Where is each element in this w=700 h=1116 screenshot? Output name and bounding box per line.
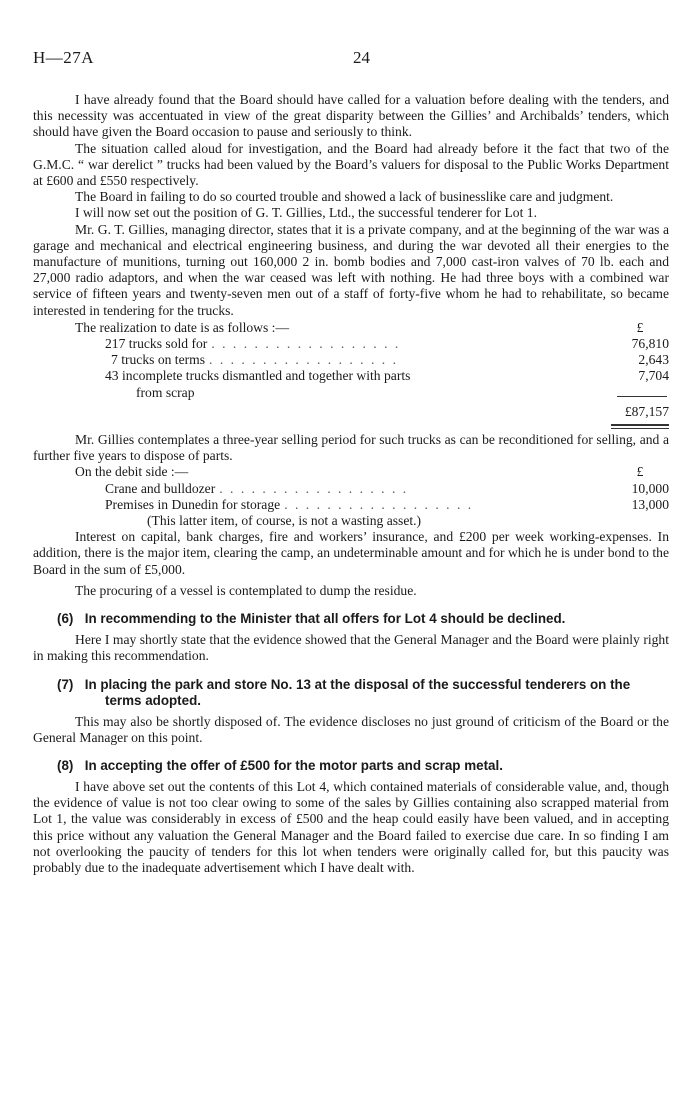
leader-dots: . . . . . . . . . . . . . . . . . . (209, 352, 398, 368)
realization-item-amount: 76,810 (631, 336, 669, 352)
realization-currency: £ (636, 319, 644, 335)
section-heading-7: (7) In placing the park and store No. 13 at the disposal of the successful tenderers on the terms adopted. (57, 676, 631, 708)
debit-table (33, 464, 669, 529)
paragraph: Mr. Gillies contemplates a three-year selling period for such trucks as can be reconditioned for selling, and a further five years to dispose of parts. (33, 432, 669, 464)
table-row (33, 352, 669, 368)
document-reference: H—27A (33, 48, 95, 67)
realization-item-label: 7 trucks on terms (111, 352, 206, 368)
debit-item-label: Crane and bulldozer (105, 480, 216, 496)
debit-item-amount: 10,000 (631, 480, 669, 496)
section-title: In recommending to the Minister that all offers for Lot 4 should be declined. (84, 611, 566, 627)
section-heading-8: (8) In accepting the offer of £500 for the motor parts and scrap metal. (57, 757, 503, 773)
paragraph: This may also be shortly disposed of. The evidence discloses no just ground of criticism of the Board or the General Manager on this point. (33, 713, 669, 745)
realization-item-label-continued: from scrap (136, 384, 195, 400)
debit-note: (This latter item, of course, is not a wasting asset.) (147, 513, 422, 529)
paragraph: I will now set out the position of G. T. Gillies, Ltd., the successful tenderer for Lot 1. (75, 205, 537, 221)
page-number: 24 (353, 48, 370, 67)
debit-note-row (33, 513, 669, 529)
paragraph: Here I may shortly state that the evidence showed that the General Manager and the Board were plainly right in making this recommendation. (33, 632, 669, 664)
debit-currency: £ (636, 464, 644, 480)
realization-table (33, 320, 669, 428)
paragraph: The Board in failing to do so courted trouble and showed a lack of businesslike care and judgment. (75, 189, 614, 205)
section-title: In placing the park and store No. 13 at the disposal of the successful tenderers on the terms adopted. (84, 676, 631, 708)
leader-dots: . . . . . . . . . . . . . . . . . . (284, 496, 474, 512)
realization-item-amount: 7,704 (638, 368, 669, 384)
realization-item-label: 43 incomplete trucks dismantled and together with parts (105, 368, 411, 384)
leader-dots: . . . . . . . . . . . . . . . . . . (219, 480, 409, 496)
table-row-continuation (33, 385, 669, 401)
paragraph: I have already found that the Board should have called for a valuation before dealing with the tenders, and this necessity was accentuated in view of the great disparity between the Gillies’ and Archibalds’ tenders, which should have given the Board occasion to pause and seriously to think. (33, 92, 669, 140)
debit-item-amount: 13,000 (631, 496, 669, 512)
section-title: In accepting the offer of £500 for the motor parts and scrap metal. (84, 757, 503, 773)
realization-item-label: 217 trucks sold for (105, 336, 208, 352)
realization-item-amount: 2,643 (638, 352, 669, 368)
debit-item-label: Premises in Dunedin for storage (105, 496, 281, 512)
subtotal-rule (617, 387, 667, 397)
section-heading-6: (6) In recommending to the Minister that all offers for Lot 4 should be declined. (57, 611, 566, 627)
paragraph: The situation called aloud for investigation, and the Board had already before it the fact that two of the G.M.C. “ war derelict ” trucks had been valued by the Board’s valuers for disposal to the Public Works Department at £600 and £550 respectively. (33, 140, 669, 189)
realization-total: £87,157 (624, 403, 669, 419)
table-row (33, 481, 669, 497)
table-row (33, 497, 669, 513)
table-row (33, 368, 669, 384)
paragraph: I have above set out the contents of this Lot 4, which contained materials of considerable value, and, though the evidence of value is not too clear owing to some of the sales by Gillies containing also scrapped material from Lot 1, the value was considerably in excess of £500 and the heap could easily have been valued, and in accepting this price without any valuation the General Manager and the Board failed to exercise due care. In so finding I am not overlooking the paucity of tenders for this lot when tenders were originally called for, but this paucity was probably due to the inadequate advertisement which I have dealt with. (33, 778, 669, 875)
paragraph: Interest on capital, bank charges, fire and workers’ insurance, and £200 per week working-expenses. In addition, there is the major item, clearing the camp, an undeterminable amount and for which he is under bond to the Board in the sum of £5,000. (33, 529, 669, 577)
double-rule-line (611, 424, 669, 429)
realization-intro: The realization to date is as follows :— (75, 319, 290, 335)
realization-header-row (33, 320, 669, 336)
document-body (33, 92, 669, 876)
paragraph: Mr. G. T. Gillies, managing director, states that it is a private company, and at the beginning of the war was a garage and mechanical and electrical engineering business, and during the war devoted all their energies to the manufacture of munitions, turning out 160,000 2 in. bomb bodies and 7,000 cast-iron valves of 70 lb. each and 27,000 radio adaptors, and when the war ceased was left with nothing. He had three boys with a combined war service of fifteen years and twenty-seven men out of a staff of forty-five whom he had to rehabilitate, so became interested in tendering for the trucks. (33, 221, 669, 318)
leader-dots: . . . . . . . . . . . . . . . . . . (211, 336, 401, 352)
debit-intro: On the debit side :— (75, 464, 189, 480)
total-double-rule (33, 420, 669, 428)
table-row (33, 336, 669, 352)
paragraph: The procuring of a vessel is contemplated to dump the residue. (75, 582, 417, 598)
page-header (33, 48, 670, 70)
debit-header-row (33, 464, 669, 480)
total-row (33, 401, 669, 420)
